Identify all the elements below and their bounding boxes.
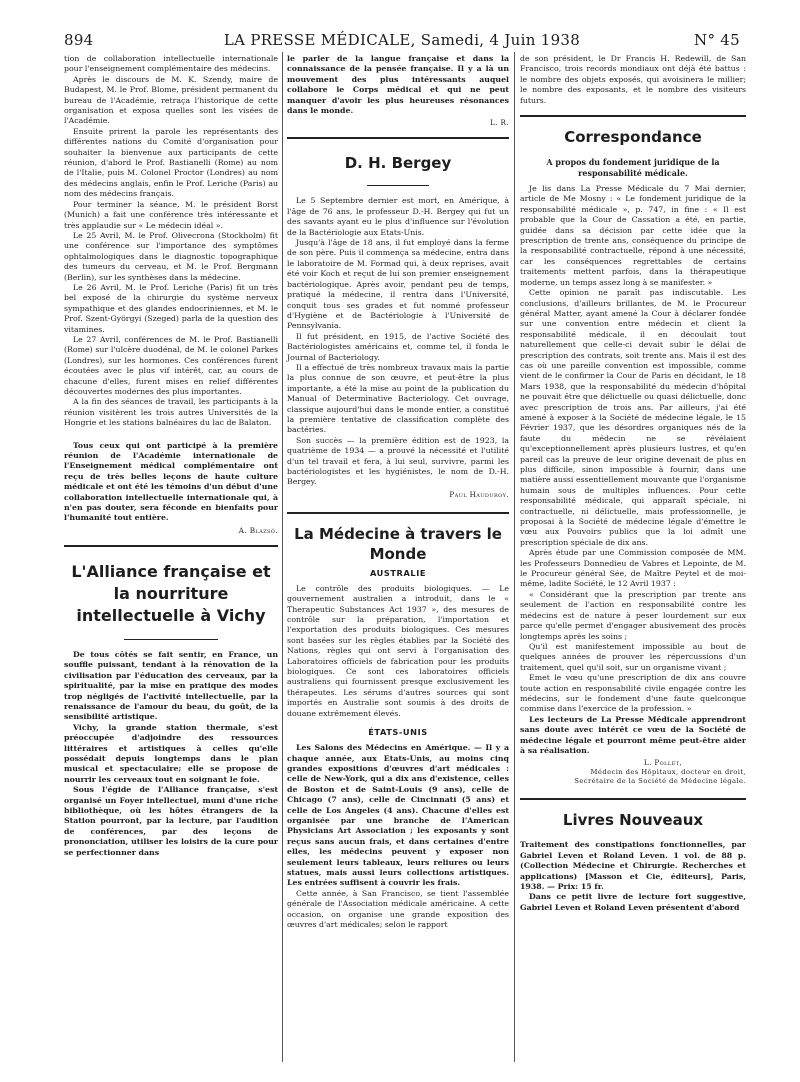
section-rule	[64, 545, 278, 547]
paragraph: Les lecteurs de La Presse Médicale apprendront sans doute avec intérêt ce vœu de la Société de médecine légale et pourront même peut-être aider à sa réalisation.	[520, 714, 746, 755]
paragraph: Le 26 Avril, M. le Prof. Leriche (Paris) fit un très bel exposé de la chirurgie du système nerveux sympathique et des glandes endocriniennes, et M. le Prof. Szent-Györgyi (Szeged) parla de la question des vitamines.	[64, 282, 278, 334]
paragraph: Sous l'égide de l'Alliance française, s'est organisé un Foyer intellectuel, muni d'une riche bibliothèque, où les hôtes étrangers de la Station pourront, par la lecture, par l'audition de conférences, par des leçons de prononciation, utiliser les loisirs de la cure pour se perfectionner dans	[64, 785, 278, 857]
signature: L. R.	[489, 118, 509, 128]
paragraph: Pour terminer la séance, M. le président Borst (Munich) a fait une conférence très intéressante et très applaudie sur « Le médecin idéal ».	[64, 199, 278, 230]
column-rule-1	[282, 52, 283, 1062]
paragraph: Il fut président, en 1915, de l'active Société des Bactériologistes américains et, comme tel, il fonda le Journal of Bacteriology.	[287, 331, 509, 362]
journal-title: LA PRESSE MÉDICALE, Samedi, 4 Juin 1938	[223, 31, 581, 49]
section-rule	[287, 512, 509, 514]
paragraph: Le 5 Septembre dernier est mort, en Amérique, à l'âge de 76 ans, le professeur D.-H. Bergey qui fut un des savants ayant eu le plus d'influence sur l'évolution de la Bactériologie aux Etats-Unis.	[287, 196, 509, 237]
signature: Paul Hauduroy.	[449, 489, 509, 499]
signature: L. Pollet,	[643, 758, 683, 768]
column-1	[64, 54, 278, 858]
paragraph: Son succès — la première édition est de 1923, la quatrième de 1934 — a prouvé la nécessité et l'utilité d'un tel travail et fera, à lui seul, survivre, parmi les bactériologistes et les hygiénistes, le nom de D.-H. Bergey.	[287, 435, 509, 487]
paragraph: tion de collaboration intellectuelle internationale pour l'enseignement complémentaire des médecins.	[64, 54, 278, 74]
paragraph: Jusqu'à l'âge de 18 ans, il fut employé dans la ferme de son père. Puis il commença sa médecine, entra dans le laboratoire de M. Formad qui, à deux reprises, avait été voir Koch et reçut de lui son premier enseignement bactériologique. Après avoir, pendant peu de temps, pratiqué la médecine, il rentra dans l'Université, conquit tous ses grades et fut nommé professeur d'Hygiène et de Bactériologie à l'Université de Pennsylvania.	[287, 238, 509, 331]
paragraph: Le contrôle des produits biologiques. — Le gouvernement australien a introduit, dans le « Therapeutic Substances Act 1937 », des mesures de contrôle sur la préparation, l'importation et l'exportation des produits biologiques. Ces mesures sont basées sur les règles établies par la Société des Nations, règles qui ont servi à l'organisation des Laboratoires officiels de fabrication pour les produits biologiques. Ce sont ces laboratoires officiels australiens qui fournissent presque exclusivement les thérapeutes. Les sérums d'autres sources qui sont importés en Australie sont soumis à des droits de douane extrêmement élevés.	[287, 583, 509, 718]
paragraph: Traitement des constipations fonctionnelles, par Gabriel Leven et Roland Leven. 1 vol. de 88 p. (Collection Médecine et Chirurgie. Recherches et applications) [Masson et Cie, éditeurs], Paris, 1938. — Prix: 15 fr.	[520, 840, 746, 891]
column-rule-2	[514, 52, 515, 1062]
signature-title: Secrétaire de la Société de Médecine légale.	[574, 777, 746, 786]
paragraph: Le 27 Avril, conférences de M. le Prof. Bastianelli (Rome) sur l'ulcère duodénal, de M. le colonel Parkes (Londres), sur les hormones. Ces conférences furent écoutées avec le plus vif intérêt, car, au cours de chacune d'elles, furent mises en relief différentes découvertes modernes des plus importantes.	[64, 334, 278, 396]
paragraph: A la fin des séances de travail, les participants à la réunion visitèrent les trois autres Universités de la Hongrie et les stations balnéaires du lac de Balaton.	[64, 397, 278, 428]
running-header	[64, 30, 740, 50]
subheading-responsabilite: A propos du fondement juridique de la responsabilité médicale.	[546, 157, 720, 178]
signature: A. Blazsó.	[238, 525, 278, 535]
page-number: 894	[64, 31, 94, 49]
heading-correspondance: Correspondance	[564, 128, 702, 147]
paragraph: Emet le vœu qu'une prescription de dix ans couvre toute action en responsabilité civile engagée contre les médecins, sur le fondement d'une faute quelconque commise dans l'exercice de la profession. »	[520, 673, 746, 714]
paragraph: Ensuite prirent la parole les représentants des différentes nations du Comité d'organisation pour souhaiter la bienvenue aux participants de cette réunion, d'abord le Prof. Bastianelli (Rome) au nom de l'Italie, puis M. Colonel Proctor (Londres) au nom des médecins anglais, enfin le Prof. Leriche (Paris) au nom des médecins français.	[64, 126, 278, 199]
title-rule	[367, 185, 429, 186]
paragraph: Après le discours de M. K. Szendy, maire de Budapest, M. le Prof. Blome, président permanent du bureau de l'Académie, retraça l'historique de cette organisation et exposa quelles sont les visées de l'Académie.	[64, 74, 278, 126]
paragraph: Vichy, la grande station thermale, s'est préoccupée d'adjoindre des ressources littéraires et artistiques à celles qu'elle possédait depuis longtemps dans le plan musical et spectaculaire; elle se propose de nourrir les cerveaux tout en soignant le foie.	[64, 722, 278, 784]
paragraph: Le 25 Avril, M. le Prof. Olivecrona (Stockholm) fit une conférence sur l'importance des symptômes ophtalmologiques dans le diagnostic topographique des tumeurs du cerveau, et M. le Prof. Bergmann (Berlin), sur les synthèses dans la médecine.	[64, 230, 278, 282]
paragraph: « Considérant que la prescription par trente ans seulement de l'action en responsabilité contre les médecins est de nature à peser lourdement sur eux parce qu'elle permet d'engager abusivement des procès longtemps après les soins ;	[520, 589, 746, 641]
heading-livres-nouveaux: Livres Nouveaux	[562, 811, 704, 830]
paragraph: De tous côtés se fait sentir, en France, un souffle puissant, tendant à la rénovation de la civilisation par l'éducation des cerveaux, par la spiritualité, par la mise en pratique des modes trop négligés de l'activité intellectuelle, par la renaissance de l'amour du beau, du goût, de la sensibilité artistique.	[64, 649, 278, 722]
paragraph: Après étude par une Commission composée de MM. les Professeurs Donnedieu de Vabres et Lepointe, de M. le Procureur général Sée, de Maître Peytel et de moi-même, ladite Société, le 12 Avril 1937 :	[520, 548, 746, 589]
paragraph: Je lis dans La Presse Médicale du 7 Mai dernier, article de Me Mosny : « Le fondement juridique de la responsabilité médicale », p. 747, in fine : « Il est probable que la Cour de Cassation a été, en partie, guidée dans sa décision par cette idée que la prescription de trente ans, conséquence du principe de la responsabilité contractuelle, répond à une nécessité, car les conséquences regrettables de certains traitements mettent parfois, dans la thérapeutique moderne, un temps assez long à se manifester. »	[520, 184, 746, 287]
paragraph: de son président, le Dr Francis H. Redewill, de San Francisco, trois records mondiaux ont déjà été battus : le nombre des objets exposés, qui avoisinera le millier; le nombre des exposants, et le nombre des visiteurs futurs.	[520, 54, 746, 105]
heading-medecine-monde: La Médecine à travers le Monde	[294, 524, 502, 563]
title-rule	[124, 639, 218, 640]
column-3	[520, 54, 746, 913]
heading-alliance: L'Alliance française et la nourriture intellectuelle à Vichy	[71, 561, 271, 625]
paragraph: Cette opinion ne paraît pas indiscutable. Les conclusions, d'ailleurs brillantes, de M. le Procureur général Matter, ayant amené la Cour à déclarer fondée sur une convention entre médecin et client la responsabilité médicale, il en découlait tout naturellement que celle-ci devait subir le délai de prescription des contrats, soit trente ans. Mais il est des cas où une pareille convention est impossible, comme vient de le confirmer la Cour de Paris en décidant, le 18 Mars 1938, que la responsabilité du médecin d'hôpital ne pouvait être que délictuelle ou quasi délictuelle, donc avec prescription de trois ans. Par ailleurs, j'ai été amené à exposer à la Société de médecine légale, le 15 Février 1937, que les désordres organiques nés de la faute du médecin ne se révélaient qu'exceptionnellement après plusieurs lustres, et qu'en pareil cas la preuve de leur origine devenait de plus en plus difficile, sinon impossible à fournir, dans une matière aussi essentiellement mouvante que l'organisme humain sous de multiples influences. Pour cette responsabilité médicale, qui apparaît spéciale, ni contractuelle, ni délictuelle, mais professionnelle, je proposai à la Société de médecine légale d'émettre le vœu aux Pouvoirs publics que la loi admît une prescription spéciale de dix ans.	[520, 288, 746, 547]
paragraph: Tous ceux qui ont participé à la première réunion de l'Académie internationale de l'Enseignement médical complémentaire ont reçu de très belles leçons de haute culture médicale et ont été les témoins d'un début d'une collaboration intellectuelle internationale qui, à n'en pas douter, sera féconde en bienfaits pour l'humanité tout entière.	[64, 440, 278, 523]
heading-bergey: D. H. Bergey	[344, 154, 452, 173]
section-rule	[520, 115, 746, 117]
issue-number: N° 45	[694, 31, 740, 49]
paragraph: Il a effectué de très nombreux travaux mais la partie la plus connue de son œuvre, et peut-être la plus importante, a été la mise au point de la publication du Manual of Determinative Bacteriology. Cet ouvrage, classique aujourd'hui dans le monde entier, a constitué la première tentative de classification complète des bactéries.	[287, 362, 509, 435]
signature-title: Médecin des Hôpitaux, docteur en droit,	[590, 768, 746, 777]
paragraph: Qu'il est manifestement impossible au bout de quelques années de prouver les répercussions d'un traitement, quel qu'il soit, sur un organisme vivant ;	[520, 641, 746, 672]
section-rule	[520, 798, 746, 800]
subheading-australie: AUSTRALIE	[369, 567, 427, 578]
column-2	[287, 54, 509, 930]
paragraph: le parler de la langue française et dans la connaissance de la pensée française. Il y a là un mouvement des plus intéressants auquel collabore le Corps médical et qui ne peut manquer d'avoir les plus heureuses résonances dans le monde.	[287, 54, 509, 116]
paragraph: Dans ce petit livre de lecture fort suggestive, Gabriel Leven et Roland Leven présentent d'abord	[520, 892, 746, 912]
section-rule	[287, 137, 509, 139]
subheading-etats-unis: ÉTATS-UNIS	[368, 727, 428, 738]
paragraph: Cette année, à San Francisco, se tient l'assemblée générale de l'Association médicale américaine. A cette occasion, on organise une grande exposition des œuvres d'art médicales; selon le rapport	[287, 888, 509, 929]
paragraph: Les Salons des Médecins en Amérique. — Il y a chaque année, aux Etats-Unis, au moins cinq grandes expositions d'œuvres d'art médicales : celle de New-York, qui a dix ans d'existence, celles de Boston et de Saint-Louis (9 ans), celle de Chicago (7 ans), celle de Cincinnati (5 ans) et celle de Los Angeles (4 ans). Chacune d'elles est organisée par une branche de l'American Physicians Art Association ; les exposants y sont reçus sans aucun frais, et dans certaines d'entre elles, les médecins peuvent y exposer non seulement leurs tableaux, leurs reliures ou leurs statues, mais aussi leurs collections artistiques. Les entrées suffisent à couvrir les frais.	[287, 743, 509, 888]
